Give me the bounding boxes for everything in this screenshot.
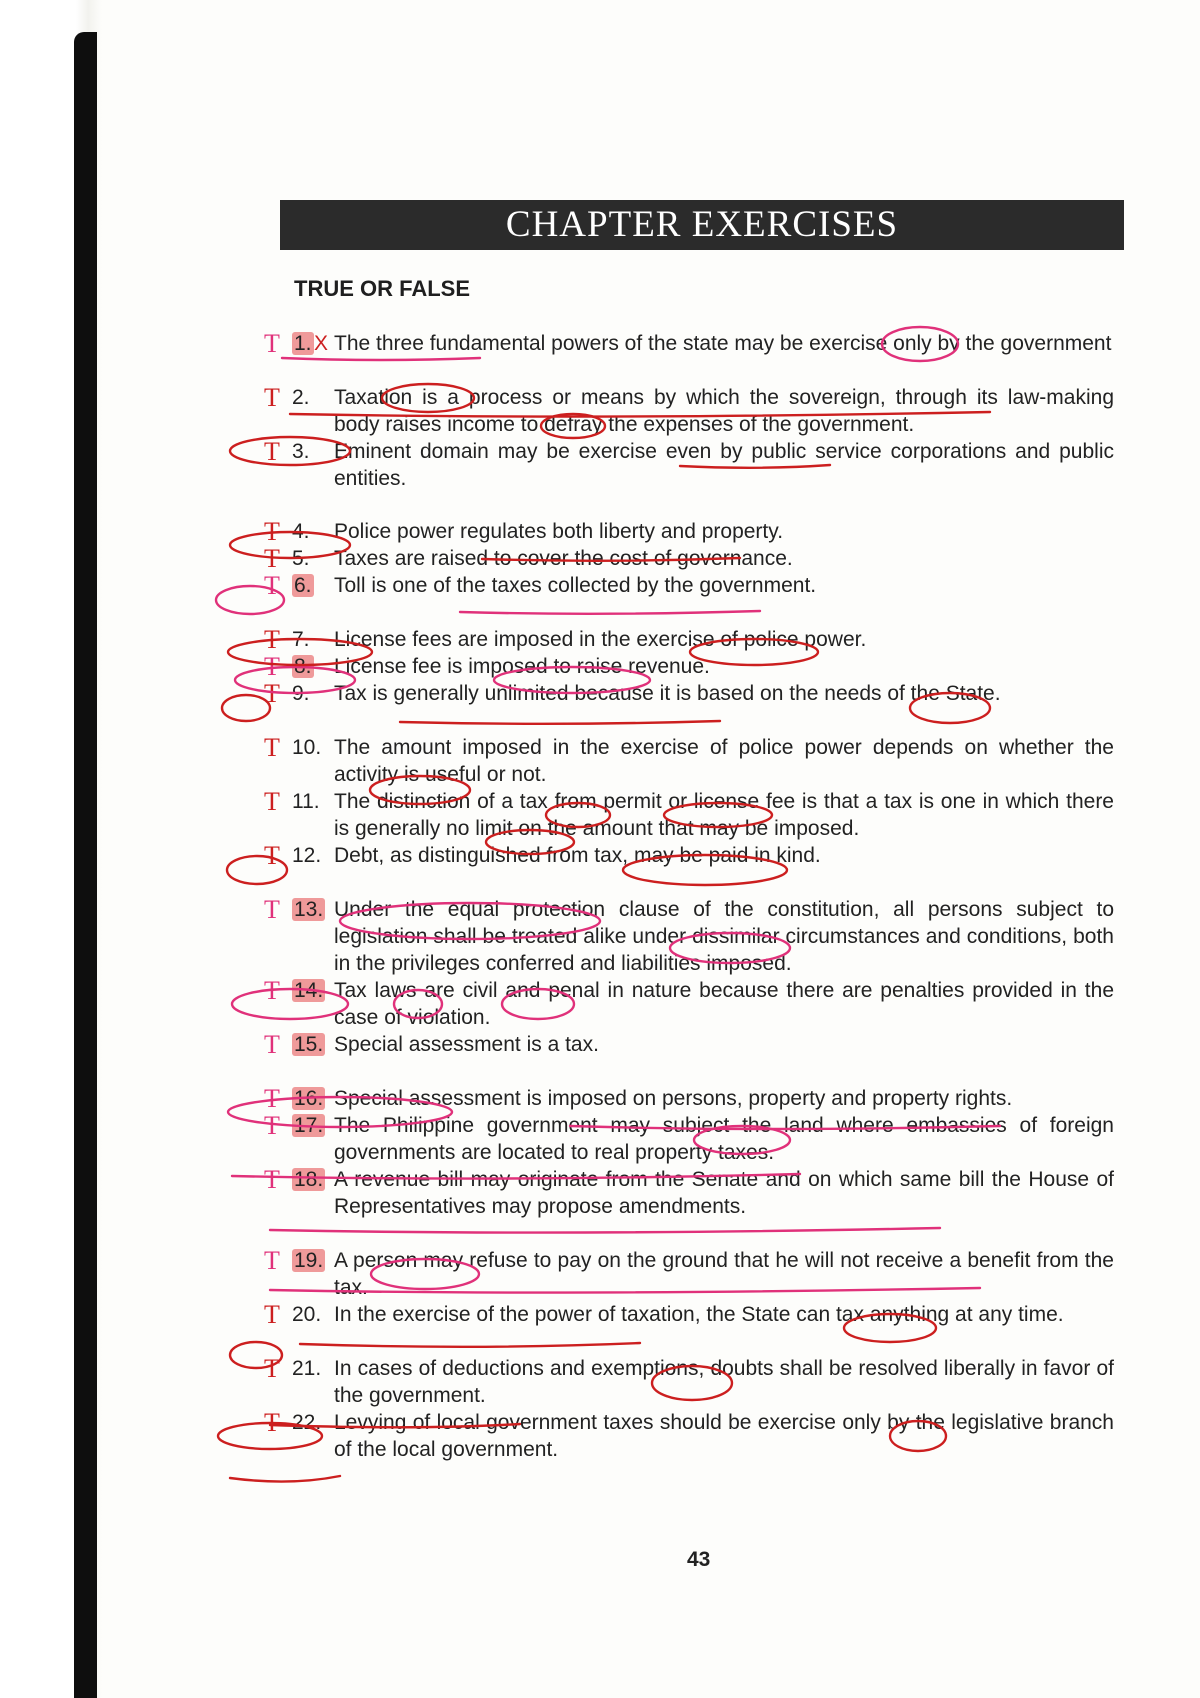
- question-text-3: Eminent domain may be exercise even by public service corporations and public entities.: [334, 440, 1114, 490]
- question-item-1: [264, 329, 1114, 358]
- question-text-16: Special assessment is imposed on persons, property and property rights.: [334, 1087, 1013, 1110]
- question-item-6: [264, 571, 1114, 600]
- question-number-5: 5.: [292, 547, 310, 570]
- question-text-8: License fee is imposed to raise revenue.: [334, 655, 710, 678]
- question-number-21: 21.: [292, 1357, 322, 1380]
- answer-mark-5: T: [264, 544, 280, 573]
- question-text-14: Tax laws are civil and penal in nature because there are penalties provided in the case of violation.: [334, 979, 1114, 1029]
- question-item-19: [264, 1246, 1114, 1301]
- question-item-16: [264, 1084, 1114, 1113]
- question-text-21: In cases of deductions and exemptions, doubts shall be resolved liberally in favor of the government.: [334, 1357, 1114, 1407]
- question-text-15: Special assessment is a tax.: [334, 1033, 599, 1056]
- section-heading: TRUE OR FALSE: [294, 276, 471, 301]
- question-item-10: [264, 733, 1114, 788]
- question-number-2: 2.: [292, 386, 310, 409]
- answer-mark-14: T: [264, 976, 280, 1005]
- question-number-20: 20.: [292, 1303, 322, 1326]
- question-text-4: Police power regulates both liberty and property.: [334, 520, 784, 543]
- question-text-13: Under the equal protection clause of the constitution, all persons subject to legislation shall be treated alike under dissimilar circumstances and conditions, both in the privileges conferred and liabilities imposed.: [334, 898, 1114, 975]
- question-text-2: Taxation is a process or means by which the sovereign, through its law-making body raises income to defray the expenses of the government.: [334, 386, 1114, 436]
- question-text-19: A person may refuse to pay on the ground that he will not receive a benefit from the tax.: [334, 1249, 1114, 1299]
- answer-mark-22: T: [264, 1408, 280, 1437]
- answer-mark-21: T: [264, 1354, 280, 1383]
- book-page: [102, 0, 1200, 1698]
- question-number-3: 3.: [292, 440, 310, 463]
- answer-mark-17: T: [264, 1111, 280, 1140]
- question-text-5: Taxes are raised to cover the cost of governance.: [334, 547, 793, 570]
- answer-mark-4: T: [264, 517, 280, 546]
- question-item-18: [264, 1165, 1114, 1220]
- question-number-10: 10.: [292, 736, 322, 759]
- answer-mark-19: T: [264, 1246, 280, 1275]
- question-number-14: 14.: [294, 979, 324, 1002]
- question-number-1: 1.: [294, 332, 312, 355]
- answer-mark-18: T: [264, 1165, 280, 1194]
- answer-mark-1: T: [264, 329, 280, 358]
- question-item-4: [264, 517, 1114, 546]
- question-text-22: Levying of local government taxes should be exercise only by the legislative branch of the local government.: [334, 1411, 1114, 1461]
- question-number-6: 6.: [294, 574, 312, 597]
- question-item-15: [264, 1030, 1114, 1059]
- answer-mark-9: T: [264, 679, 280, 708]
- question-text-7: License fees are imposed in the exercise of police power.: [334, 628, 867, 651]
- question-item-3: [264, 437, 1114, 492]
- question-text-9: Tax is generally unlimited because it is based on the needs of the State.: [334, 682, 1001, 705]
- question-number-9: 9.: [292, 682, 310, 705]
- chapter-title-banner: CHAPTER EXERCISES: [280, 200, 1124, 250]
- question-item-14: [264, 976, 1114, 1031]
- question-item-7: [264, 625, 1114, 654]
- answer-mark-11: T: [264, 787, 280, 816]
- question-item-2: [264, 383, 1114, 438]
- question-number-15: 15.: [294, 1033, 324, 1056]
- answer-mark-3: T: [264, 437, 280, 466]
- question-item-12: [264, 841, 1114, 870]
- cross-mark: X: [314, 332, 329, 355]
- question-number-17: 17.: [294, 1114, 324, 1137]
- question-text-1: The three fundamental powers of the state may be exercise only by the government: [334, 332, 1112, 355]
- answer-mark-13: T: [264, 895, 280, 924]
- question-number-18: 18.: [294, 1168, 324, 1191]
- question-item-8: [264, 652, 1114, 681]
- question-text-10: The amount imposed in the exercise of police power depends on whether the activity is useful or not.: [334, 736, 1114, 786]
- question-text-6: Toll is one of the taxes collected by the government.: [334, 574, 817, 597]
- question-number-16: 16.: [294, 1087, 324, 1110]
- question-number-13: 13.: [294, 898, 324, 921]
- question-text-11: The distinction of a tax from permit or license fee is that a tax is one in which there is generally no limit on the amount that may be imposed.: [334, 790, 1114, 840]
- question-text-20: In the exercise of the power of taxation, the State can tax anything at any time.: [334, 1303, 1064, 1326]
- question-item-5: [264, 544, 1114, 573]
- question-item-17: [264, 1111, 1114, 1166]
- question-number-7: 7.: [292, 628, 310, 651]
- question-item-22: [264, 1408, 1114, 1463]
- answer-mark-10: T: [264, 733, 280, 762]
- question-number-4: 4.: [292, 520, 310, 543]
- question-number-12: 12.: [292, 844, 322, 867]
- binding-edge: [74, 32, 97, 1698]
- question-number-22: 22.: [292, 1411, 322, 1434]
- answer-mark-6: T: [264, 571, 280, 600]
- answer-mark-2: T: [264, 383, 280, 412]
- answer-mark-7: T: [264, 625, 280, 654]
- question-item-21: [264, 1354, 1114, 1409]
- question-number-8: 8.: [294, 655, 312, 678]
- question-text-12: Debt, as distinguished from tax, may be paid in kind.: [334, 844, 821, 867]
- answer-mark-12: T: [264, 841, 280, 870]
- question-item-13: [264, 895, 1114, 977]
- question-number-11: 11.: [292, 790, 320, 813]
- answer-mark-8: T: [264, 652, 280, 681]
- question-text-18: A revenue bill may originate from the Senate and on which same bill the House of Representatives may propose amendments.: [334, 1168, 1114, 1218]
- page-number: 43: [687, 1548, 711, 1571]
- answer-mark-16: T: [264, 1084, 280, 1113]
- answer-mark-20: T: [264, 1300, 280, 1329]
- question-text-17: The Philippine government may subject the land where embassies of foreign governments are located to real property taxes.: [334, 1114, 1114, 1164]
- question-item-11: [264, 787, 1114, 842]
- question-item-9: [264, 679, 1114, 708]
- answer-mark-15: T: [264, 1030, 280, 1059]
- question-item-20: [264, 1300, 1114, 1329]
- question-number-19: 19.: [294, 1249, 324, 1272]
